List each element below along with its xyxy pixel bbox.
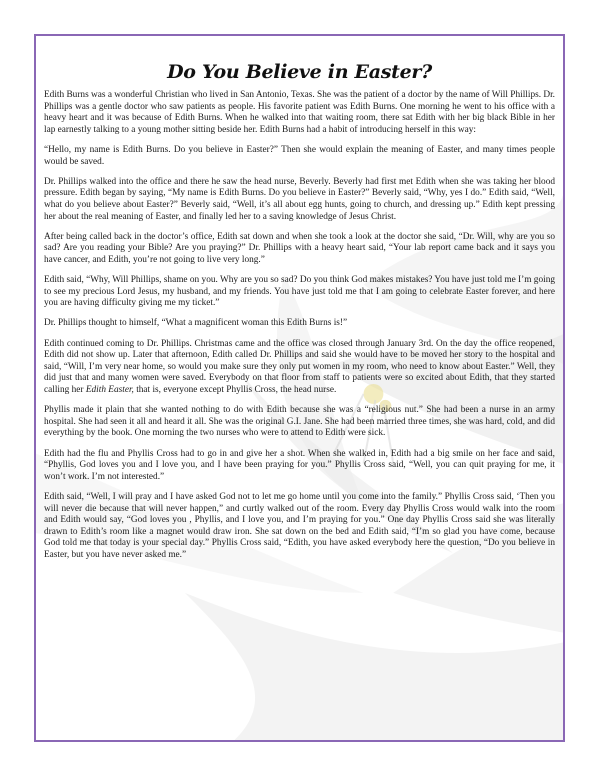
edith-easter-nickname: Edith Easter, — [85, 385, 134, 396]
paragraph: Dr. Phillips walked into the office and there he saw the head nurse, Beverly. Beverly had first met Edith when she was taking her blood pressure. Edith began by saying, “My name is Edith Burns. Do you believe in Easter?” Beverly said, “Why, yes I do.” Edith said, “Well, what do you believe about Easter?” Beverly said, “Well, it’s all about egg hunts, going to church, and dressing up.” Edith kept pressing her about the real meaning of Easter, and finally led her to a saving knowledge of Jesus Christ. — [44, 176, 555, 222]
paragraph: Edith said, “Why, Will Phillips, shame on you. Why are you so sad? Do you think God makes mistakes? You have just told me I’m going to see my precious Lord Jesus, my husband, and my friends. You have just told me that I am going to celebrate Easter forever, and here you are having difficulty giving me my ticket.” — [44, 275, 555, 309]
document-title: Do You Believe in Easter? — [167, 61, 432, 83]
paragraph: “Hello, my name is Edith Burns. Do you believe in Easter?” Then she would explain the meaning of Easter, and many times people would be saved. — [44, 144, 555, 167]
paragraph: Edith had the flu and Phyllis Cross had to go in and give her a shot. When she walked in, Edith had a big smile on her face and said, “Phyllis, God loves you and I love you, and I have been praying for you.” Phyllis Cross said, “Well, you can quit praying for me, it won’t work. I’m not interested.” — [44, 448, 555, 482]
document-body — [36, 36, 563, 562]
paragraph-text: that is, everyone except Phyllis Cross, the head nurse. — [133, 385, 337, 396]
paragraph: Edith Burns was a wonderful Christian who lived in San Antonio, Texas. She was the patient of a doctor by the name of Will Phillips. Dr. Phillips was a gentle doctor who saw patients as people. His favorite patient was Edith Burns. One morning he went to his office with a heavy heart and it was because of Edith Burns. When he walked into that waiting room, there sat Edith with her big black Bible in her lap earnestly talking to a young mother sitting beside her. Edith Burns had a habit of introducing herself in this way: — [44, 90, 555, 135]
paragraph: After being called back in the doctor’s office, Edith sat down and when she took a look at the doctor she said, “Dr. Will, why are you so sad? Are you reading your Bible? Are you praying?” Dr. Phillips with a heavy heart said, “Your lab report came back and it says you have cancer, and Edith, you’re not going to live very long.” — [44, 231, 555, 265]
paragraph: Dr. Phillips thought to himself, “What a magnificent woman this Edith Burns is!” — [44, 318, 348, 329]
page-frame — [34, 34, 565, 742]
paragraph: Phyllis made it plain that she wanted nothing to do with Edith because she was a “religious nut.” She had been a nurse in an army hospital. She had seen it all and heard it all. She was the original G.I. Jane. She had been married three times, she was hard, cold, and did everything by the book. One morning the two nurses who were to attend to Edith were sick. — [44, 405, 555, 439]
paragraph — [44, 339, 555, 397]
paragraph-text: Edith continued coming to Dr. Phillips. Christmas came and the office was closed through January 3rd. On the day the office reopened, Edith did not show up. Later that afternoon, Edith called Dr. Phillips and said she would have to be moved her story to the hospital and said, “Will, I’m very near home, so would you make sure they only put women in my room, who need to know about Easter.” Well, they did just that and many women were saved. Everybody on that floor from staff to patients were so excited about Edith, that they started calling her — [44, 338, 555, 396]
paragraph: Edith said, “Well, I will pray and I have asked God not to let me go home until you come into the family.” Phyllis Cross said, ‘Then you will never die because that will never happen,” and curtly walked out of the room. Every day Phyllis Cross would walk into the room and Edith would say, “God loves you , Phyllis, and I love you, and I’m praying for you.” One day Phyllis Cross said she was literally drawn to Edith’s room like a magnet would draw iron. She sat down on the bed and Edith said, “I’m so glad you have come, because God told me that today is your special day.” Phyllis Cross said, “Edith, you have asked everybody here the question, “Do you believe in Easter, but you have never asked me.” — [44, 491, 555, 560]
